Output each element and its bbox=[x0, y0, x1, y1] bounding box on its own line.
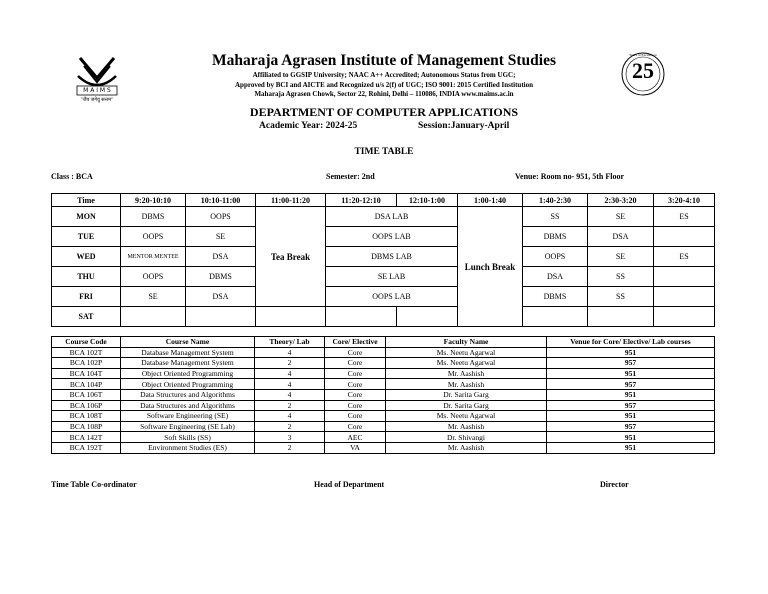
header-faculty: Faculty Name bbox=[386, 337, 547, 348]
header-line-3: Maharaja Agrasen Chowk, Sector 22, Rohini, Delhi – 110086, INDIA www.maims.ac.in bbox=[254, 90, 514, 98]
course-category: Core bbox=[325, 400, 386, 411]
institute-name: Maharaja Agrasen Institute of Management Studies bbox=[212, 52, 556, 69]
timetable-row bbox=[52, 227, 715, 247]
day-label: WED bbox=[52, 247, 121, 267]
faculty-name: Dr. Sarita Garg bbox=[386, 389, 547, 400]
course-venue: 951 bbox=[547, 442, 715, 453]
venue-label: Venue: Room no- 951, 5th Floor bbox=[515, 172, 625, 181]
timetable-row bbox=[52, 267, 715, 287]
timetable-cell: DBMS bbox=[121, 207, 186, 227]
faculty-name: Mr. Aashish bbox=[386, 379, 547, 390]
course-category: Core bbox=[325, 379, 386, 390]
course-code: BCA 108P bbox=[52, 421, 121, 432]
timetable-cell bbox=[654, 267, 715, 287]
course-name: Object Oriented Programming bbox=[121, 368, 255, 379]
timetable-cell: DBMS bbox=[523, 227, 588, 247]
academic-year: Academic Year: 2024-25 bbox=[259, 121, 358, 131]
timetable-row bbox=[52, 247, 715, 267]
lab-cell: DSA LAB bbox=[326, 207, 458, 227]
course-header-row bbox=[52, 337, 715, 348]
course-category: VA bbox=[325, 442, 386, 453]
header-slot-8: 2:30-3:20 bbox=[588, 194, 654, 207]
course-category: Core bbox=[325, 347, 386, 358]
course-code: BCA 106T bbox=[52, 389, 121, 400]
course-code: BCA 106P bbox=[52, 400, 121, 411]
course-category: AEC bbox=[325, 432, 386, 443]
lab-cell: OOPS LAB bbox=[326, 227, 458, 247]
faculty-name: Dr. Shivangi bbox=[386, 432, 547, 443]
course-category: Core bbox=[325, 389, 386, 400]
timetable-cell: DSA bbox=[186, 287, 256, 307]
course-type: 3 bbox=[255, 432, 325, 443]
course-venue: 951 bbox=[547, 432, 715, 443]
course-venue: 957 bbox=[547, 400, 715, 411]
course-category: Core bbox=[325, 411, 386, 422]
course-type: 4 bbox=[255, 379, 325, 390]
timetable-cell: ES bbox=[654, 207, 715, 227]
header-line-2: Approved by BCI and AICTE and Recognized u/s 2(f) of UGC; ISO 9001: 2015 Certified Institution bbox=[235, 81, 533, 89]
timetable-cell: DSA bbox=[186, 247, 256, 267]
class-label: Class : BCA bbox=[51, 172, 93, 181]
timetable-row bbox=[52, 207, 715, 227]
header-venue: Venue for Core/ Elective/ Lab courses bbox=[547, 337, 715, 348]
lab-cell: OOPS LAB bbox=[326, 287, 458, 307]
course-venue: 951 bbox=[547, 411, 715, 422]
header-slot-7: 1:40-2:30 bbox=[523, 194, 588, 207]
logo-motto: "जैव जगेयु सत्तम" bbox=[80, 98, 114, 103]
timetable-cell: ES bbox=[654, 247, 715, 267]
course-row bbox=[52, 421, 715, 432]
course-type: 2 bbox=[255, 358, 325, 369]
day-label: SAT bbox=[52, 307, 121, 327]
course-venue: 957 bbox=[547, 421, 715, 432]
course-venue: 951 bbox=[547, 368, 715, 379]
course-category: Core bbox=[325, 368, 386, 379]
timetable-cell: DSA bbox=[523, 267, 588, 287]
course-venue: 957 bbox=[547, 379, 715, 390]
timetable-cell: DBMS bbox=[523, 287, 588, 307]
timetable-cell: OOPS bbox=[121, 267, 186, 287]
course-row bbox=[52, 442, 715, 453]
course-venue: 951 bbox=[547, 389, 715, 400]
timetable-cell: OOPS bbox=[121, 227, 186, 247]
department-title: DEPARTMENT OF COMPUTER APPLICATIONS bbox=[249, 105, 519, 119]
course-code: BCA 108T bbox=[52, 411, 121, 422]
course-type: 2 bbox=[255, 442, 325, 453]
header-slot-6: 1:00-1:40 bbox=[458, 194, 523, 207]
timetable-cell bbox=[121, 307, 186, 327]
faculty-name: Ms. Neetu Agarwal bbox=[386, 347, 547, 358]
timetable-cell bbox=[256, 307, 326, 327]
timetable-cell: OOPS bbox=[523, 247, 588, 267]
semester-label: Semester: 2nd bbox=[326, 172, 375, 181]
header-course-code: Course Code bbox=[52, 337, 121, 348]
course-row bbox=[52, 368, 715, 379]
course-code: BCA 102P bbox=[52, 358, 121, 369]
timetable-cell bbox=[326, 307, 397, 327]
course-row bbox=[52, 389, 715, 400]
course-type: 4 bbox=[255, 347, 325, 358]
director-signature: Director bbox=[600, 480, 629, 489]
course-name: Environment Studies (ES) bbox=[121, 442, 255, 453]
course-name: Database Management System bbox=[121, 347, 255, 358]
course-category: Core bbox=[325, 421, 386, 432]
header-theory-lab: Theory/ Lab bbox=[255, 337, 325, 348]
timetable-cell: DSA bbox=[588, 227, 654, 247]
course-name: Soft Skills (SS) bbox=[121, 432, 255, 443]
header-core-elective: Core/ Elective bbox=[325, 337, 386, 348]
course-code: BCA 102T bbox=[52, 347, 121, 358]
course-name: Database Management System bbox=[121, 358, 255, 369]
course-name: Object Oriented Programming bbox=[121, 379, 255, 390]
coordinator-signature: Time Table Co-ordinator bbox=[51, 480, 137, 489]
course-type: 4 bbox=[255, 389, 325, 400]
faculty-name: Mr. Aashish bbox=[386, 421, 547, 432]
course-code: BCA 192T bbox=[52, 442, 121, 453]
timetable-cell: MENTOR MENTEE bbox=[121, 247, 186, 267]
header-slot-9: 3:20-4:10 bbox=[654, 194, 715, 207]
timetable-cell bbox=[186, 307, 256, 327]
logo-acronym: M A I M S bbox=[83, 87, 111, 94]
session: Session:January-April bbox=[418, 121, 510, 131]
timetable-cell: SS bbox=[523, 207, 588, 227]
document-title: TIME TABLE bbox=[354, 147, 414, 157]
lab-cell: DBMS LAB bbox=[326, 247, 458, 267]
course-type: 4 bbox=[255, 368, 325, 379]
header-line-1: Affiliated to GGSIP University; NAAC A++ Accredited; Autonomous Status from UGC; bbox=[252, 71, 516, 79]
anniversary-number: 25 bbox=[632, 58, 654, 83]
timetable-cell: SE bbox=[186, 227, 256, 247]
header-time: Time bbox=[52, 194, 121, 207]
timetable-header-row bbox=[52, 194, 715, 207]
course-row bbox=[52, 347, 715, 358]
header-slot-1: 9:20-10:10 bbox=[121, 194, 186, 207]
course-code: BCA 104T bbox=[52, 368, 121, 379]
lab-cell: SE LAB bbox=[326, 267, 458, 287]
course-code: BCA 142T bbox=[52, 432, 121, 443]
course-row bbox=[52, 411, 715, 422]
faculty-name: Mr. Aashish bbox=[386, 368, 547, 379]
hod-signature: Head of Department bbox=[314, 480, 385, 489]
timetable bbox=[51, 193, 715, 327]
timetable-row bbox=[52, 287, 715, 307]
course-row bbox=[52, 400, 715, 411]
faculty-name: Mr. Aashish bbox=[386, 442, 547, 453]
timetable-cell: DBMS bbox=[186, 267, 256, 287]
course-type: 4 bbox=[255, 411, 325, 422]
faculty-name: Ms. Neetu Agarwal bbox=[386, 358, 547, 369]
header-slot-4: 11:20-12:10 bbox=[326, 194, 397, 207]
timetable-cell bbox=[523, 307, 588, 327]
header-slot-5: 12:10-1:00 bbox=[397, 194, 458, 207]
course-name: Data Structures and Algorithms bbox=[121, 400, 255, 411]
day-label: THU bbox=[52, 267, 121, 287]
tea-break: Tea Break bbox=[256, 207, 326, 307]
timetable-cell bbox=[654, 287, 715, 307]
course-row bbox=[52, 432, 715, 443]
course-row bbox=[52, 358, 715, 369]
timetable-cell: SS bbox=[588, 267, 654, 287]
course-category: Core bbox=[325, 358, 386, 369]
course-venue: 957 bbox=[547, 358, 715, 369]
timetable-cell: SE bbox=[121, 287, 186, 307]
course-code: BCA 104P bbox=[52, 379, 121, 390]
course-type: 2 bbox=[255, 400, 325, 411]
day-label: MON bbox=[52, 207, 121, 227]
timetable-cell bbox=[588, 307, 654, 327]
timetable-cell: OOPS bbox=[186, 207, 256, 227]
header-slot-3: 11:00-11:20 bbox=[256, 194, 326, 207]
header-slot-2: 10:10-11:00 bbox=[186, 194, 256, 207]
course-row bbox=[52, 379, 715, 390]
lunch-break: Lunch Break bbox=[458, 207, 523, 327]
timetable-cell bbox=[654, 307, 715, 327]
course-name: Data Structures and Algorithms bbox=[121, 389, 255, 400]
course-type: 2 bbox=[255, 421, 325, 432]
timetable-cell bbox=[397, 307, 458, 327]
timetable-cell bbox=[654, 227, 715, 247]
course-venue: 951 bbox=[547, 347, 715, 358]
anniversary-text: Years of Excellence bbox=[629, 53, 657, 57]
timetable-cell: SE bbox=[588, 207, 654, 227]
faculty-name: Dr. Sarita Garg bbox=[386, 400, 547, 411]
day-label: FRI bbox=[52, 287, 121, 307]
timetable-cell: SS bbox=[588, 287, 654, 307]
day-label: TUE bbox=[52, 227, 121, 247]
timetable-row bbox=[52, 307, 715, 327]
timetable-cell: SE bbox=[588, 247, 654, 267]
course-name: Software Engineering (SE Lab) bbox=[121, 421, 255, 432]
course-name: Software Engineering (SE) bbox=[121, 411, 255, 422]
course-table bbox=[51, 336, 715, 454]
faculty-name: Ms. Neetu Agarwal bbox=[386, 411, 547, 422]
header-course-name: Course Name bbox=[121, 337, 255, 348]
